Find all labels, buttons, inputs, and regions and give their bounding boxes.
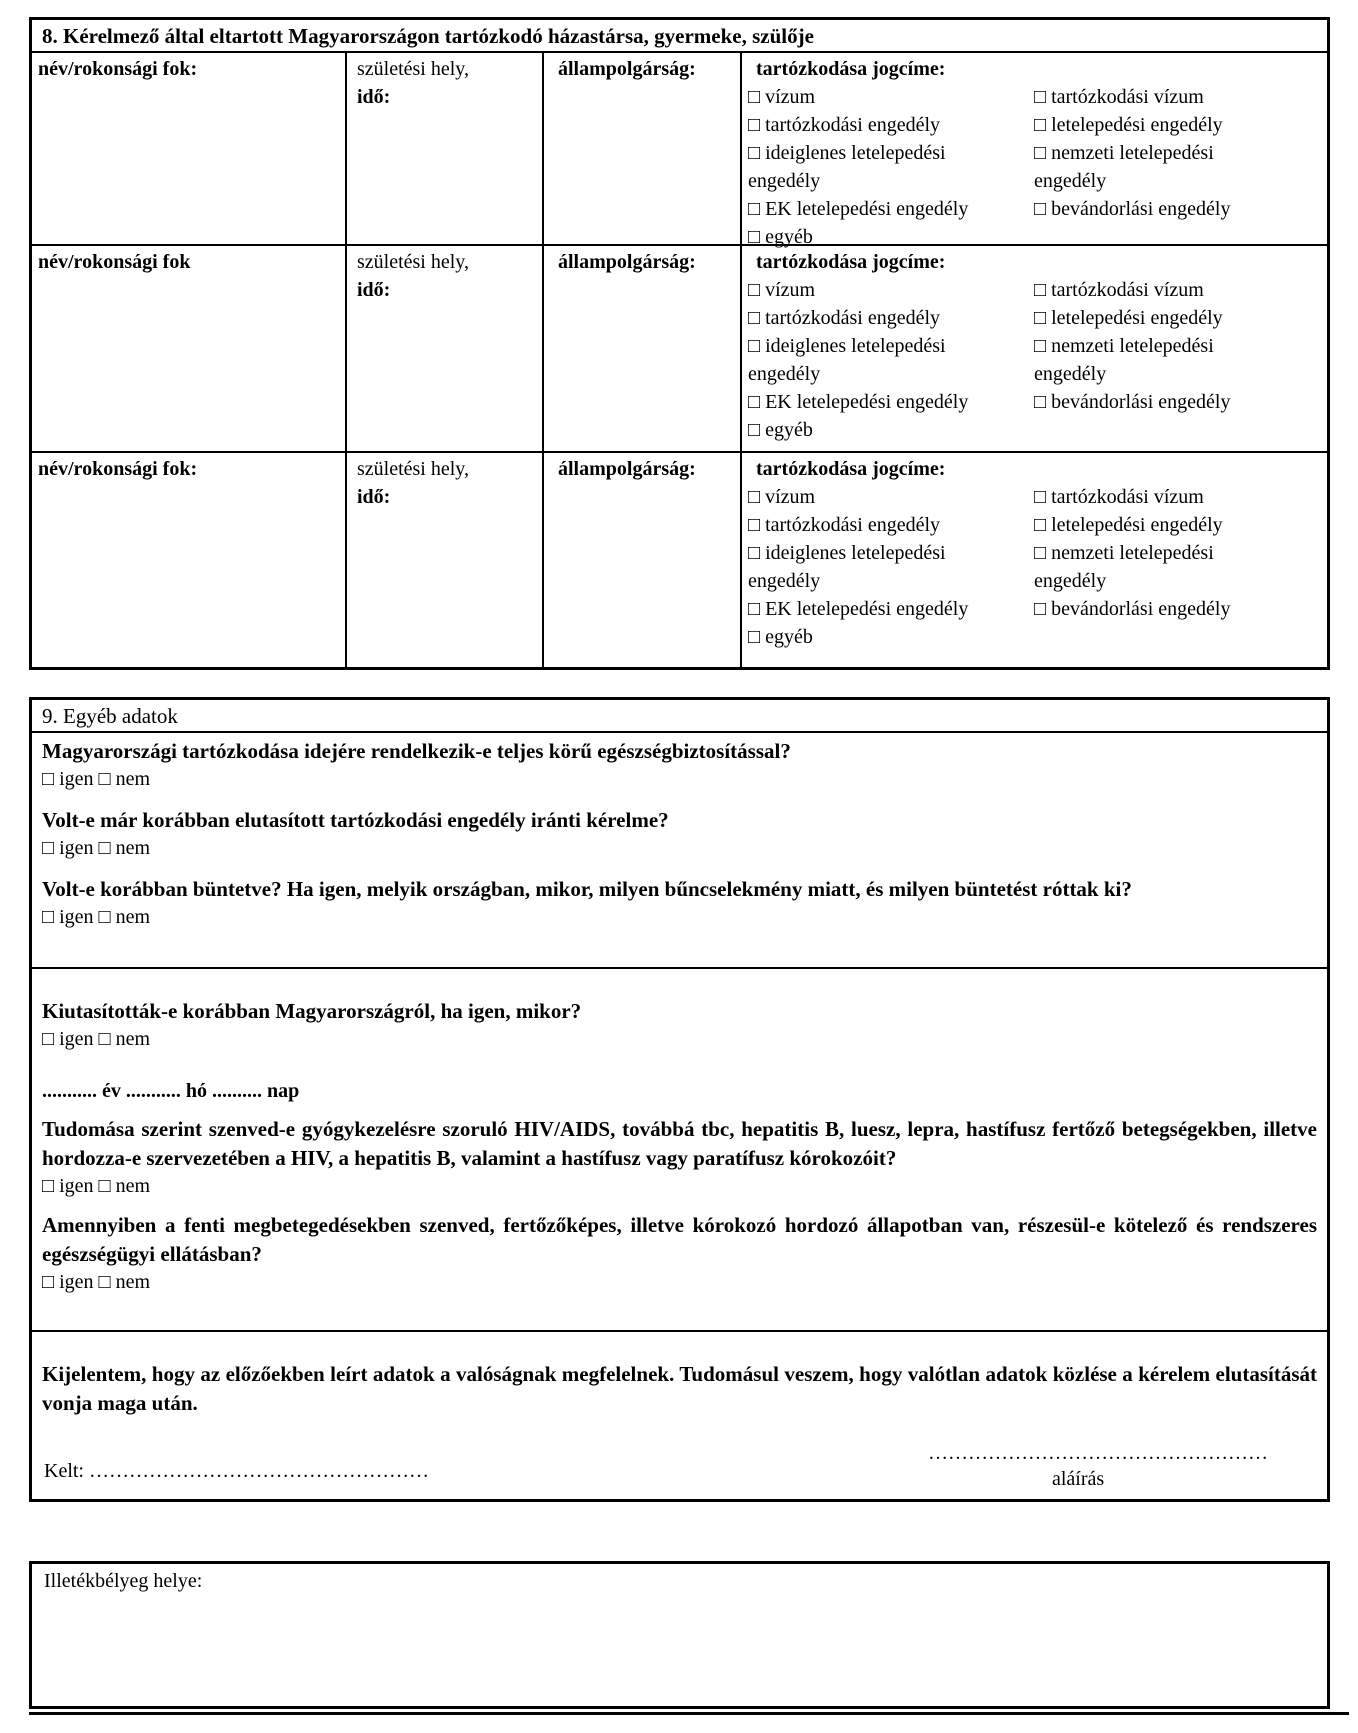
health-insurance-yes-no[interactable]: □ igen □ nem: [42, 768, 151, 790]
birth-date-label: idő:: [357, 279, 391, 301]
option-residence-visa-checkbox[interactable]: □ tartózkodási vízum: [1034, 279, 1204, 301]
residence-title-label: tartózkodása jogcíme:: [756, 458, 946, 480]
questions-block-2: [32, 971, 1327, 1332]
option-residence-permit-checkbox[interactable]: □ tartózkodási engedély: [748, 307, 941, 329]
option-immigration-permit-checkbox[interactable]: □ bevándorlási engedély: [1034, 391, 1231, 413]
option-ec-settlement-checkbox[interactable]: □ EK letelepedési engedély: [748, 391, 969, 413]
residence-options: [748, 483, 1321, 651]
option-settlement-permit-checkbox[interactable]: □ letelepedési engedély: [1034, 514, 1223, 536]
birth-place-label: születési hely,: [357, 251, 470, 273]
option-ec-settlement-checkbox[interactable]: □ EK letelepedési engedély: [748, 598, 969, 620]
citizenship-field[interactable]: állampolgárság:: [544, 453, 742, 667]
name-relation-field[interactable]: név/rokonsági fok:: [32, 453, 347, 667]
option-temporary-settlement-continued: engedély: [748, 570, 821, 592]
residence-options: [748, 276, 1321, 444]
birth-date-label: idő:: [357, 486, 391, 508]
residence-title-field: [742, 453, 1327, 667]
option-residence-permit-checkbox[interactable]: □ tartózkodási engedély: [748, 114, 941, 136]
section-8-dependents: [29, 17, 1330, 670]
option-national-settlement-checkbox[interactable]: □ nemzeti letelepedési: [1034, 335, 1214, 357]
date-place-field[interactable]: Kelt: ……………………………………………: [44, 1460, 429, 1482]
signature-line[interactable]: ……………………………………………: [928, 1442, 1268, 1464]
stamp-area[interactable]: [29, 1561, 1330, 1709]
expulsion-question: Kiutasították-e korábban Magyarországról, ha igen, mikor?: [42, 999, 582, 1023]
option-temporary-settlement-continued: engedély: [748, 170, 821, 192]
residence-options: [748, 83, 1321, 251]
option-other-checkbox[interactable]: □ egyéb: [748, 419, 813, 441]
criminal-record-yes-no[interactable]: □ igen □ nem: [42, 906, 151, 928]
signature-label: aláírás: [1052, 1468, 1105, 1490]
option-residence-visa-checkbox[interactable]: □ tartózkodási vízum: [1034, 86, 1204, 108]
residence-title-label: tartózkodása jogcíme:: [756, 58, 946, 80]
questions-block-1: [32, 733, 1327, 969]
bottom-divider: [29, 1712, 1349, 1715]
declaration-block: [32, 1334, 1327, 1499]
residence-title-label: tartózkodása jogcíme:: [756, 251, 946, 273]
option-other-checkbox[interactable]: □ egyéb: [748, 626, 813, 648]
rejected-application-yes-no[interactable]: □ igen □ nem: [42, 837, 151, 859]
criminal-record-question: Volt-e korábban büntetve? Ha igen, melyik országban, mikor, milyen bűncselekmény miatt, és milyen büntetést róttak ki?: [42, 877, 1132, 901]
option-temporary-settlement-checkbox[interactable]: □ ideiglenes letelepedési: [748, 335, 946, 357]
residence-title-field: [742, 246, 1327, 451]
medical-care-yes-no[interactable]: □ igen □ nem: [42, 1271, 151, 1293]
infectious-disease-question: Tudomása szerint szenved-e gyógykezelésre szoruló HIV/AIDS, továbbá tbc, hepatitis B, luesz, lepra, hastífusz fertőző betegségekben, illetve hordozza-e szervezetében a HIV, a hepatitis B, valamint a hastífusz vagy paratífusz kórokozóit?: [42, 1117, 1317, 1170]
option-national-settlement-continued: engedély: [1034, 170, 1107, 192]
health-insurance-question: Magyarországi tartózkodása idejére rendelkezik-e teljes körű egészségbiztosítással?: [42, 739, 791, 763]
birth-place-label: születési hely,: [357, 458, 470, 480]
option-other-checkbox[interactable]: □ egyéb: [748, 226, 813, 248]
option-visa-checkbox[interactable]: □ vízum: [748, 486, 816, 508]
birth-place-label: születési hely,: [357, 58, 470, 80]
rejected-application-question: Volt-e már korábban elutasított tartózkodási engedély iránti kérelme?: [42, 808, 669, 832]
birth-date-label: idő:: [357, 86, 391, 108]
birth-place-date-field[interactable]: [347, 453, 544, 667]
expulsion-date-line[interactable]: ........... év ........... hó .......... nap: [42, 1080, 300, 1102]
option-national-settlement-checkbox[interactable]: □ nemzeti letelepedési: [1034, 542, 1214, 564]
option-residence-permit-checkbox[interactable]: □ tartózkodási engedély: [748, 514, 941, 536]
dependent-row-3: [32, 453, 1327, 667]
name-relation-field[interactable]: név/rokonsági fok:: [32, 53, 347, 244]
option-immigration-permit-checkbox[interactable]: □ bevándorlási engedély: [1034, 598, 1231, 620]
option-national-settlement-continued: engedély: [1034, 363, 1107, 385]
option-settlement-permit-checkbox[interactable]: □ letelepedési engedély: [1034, 114, 1223, 136]
option-visa-checkbox[interactable]: □ vízum: [748, 279, 816, 301]
option-temporary-settlement-checkbox[interactable]: □ ideiglenes letelepedési: [748, 142, 946, 164]
dependent-row-2: [32, 246, 1327, 453]
medical-care-question: Amennyiben a fenti megbetegedésekben szenved, fertőzőképes, illetve kórokozó hordozó állapotban van, részesül-e kötelező és rendszeres egészségügyi ellátásban?: [42, 1213, 1317, 1266]
option-temporary-settlement-continued: engedély: [748, 363, 821, 385]
name-relation-field[interactable]: név/rokonsági fok: [32, 246, 347, 451]
option-immigration-permit-checkbox[interactable]: □ bevándorlási engedély: [1034, 198, 1231, 220]
option-ec-settlement-checkbox[interactable]: □ EK letelepedési engedély: [748, 198, 969, 220]
stamp-label: Illetékbélyeg helye:: [44, 1570, 203, 1592]
expulsion-yes-no[interactable]: □ igen □ nem: [42, 1028, 151, 1050]
birth-place-date-field[interactable]: [347, 53, 544, 244]
infectious-disease-yes-no[interactable]: □ igen □ nem: [42, 1175, 151, 1197]
citizenship-field[interactable]: állampolgárság:: [544, 246, 742, 451]
option-settlement-permit-checkbox[interactable]: □ letelepedési engedély: [1034, 307, 1223, 329]
option-temporary-settlement-checkbox[interactable]: □ ideiglenes letelepedési: [748, 542, 946, 564]
option-residence-visa-checkbox[interactable]: □ tartózkodási vízum: [1034, 486, 1204, 508]
section-8-title: 8. Kérelmező által eltartott Magyarországon tartózkodó házastársa, gyermeke, szülője: [32, 20, 1327, 53]
residence-title-field: [742, 53, 1327, 248]
citizenship-field[interactable]: állampolgárság:: [544, 53, 742, 244]
birth-place-date-field[interactable]: [347, 246, 544, 451]
section-9-other-data: [29, 697, 1330, 1502]
declaration-text: Kijelentem, hogy az előzőekben leírt adatok a valóságnak megfelelnek. Tudomásul veszem, hogy valótlan adatok közlése a kérelem elutasítását vonja maga után.: [42, 1362, 1317, 1415]
section-9-title: 9. Egyéb adatok: [32, 700, 1327, 733]
option-visa-checkbox[interactable]: □ vízum: [748, 86, 816, 108]
option-national-settlement-checkbox[interactable]: □ nemzeti letelepedési: [1034, 142, 1214, 164]
option-national-settlement-continued: engedély: [1034, 570, 1107, 592]
dependent-row-1: [32, 53, 1327, 246]
